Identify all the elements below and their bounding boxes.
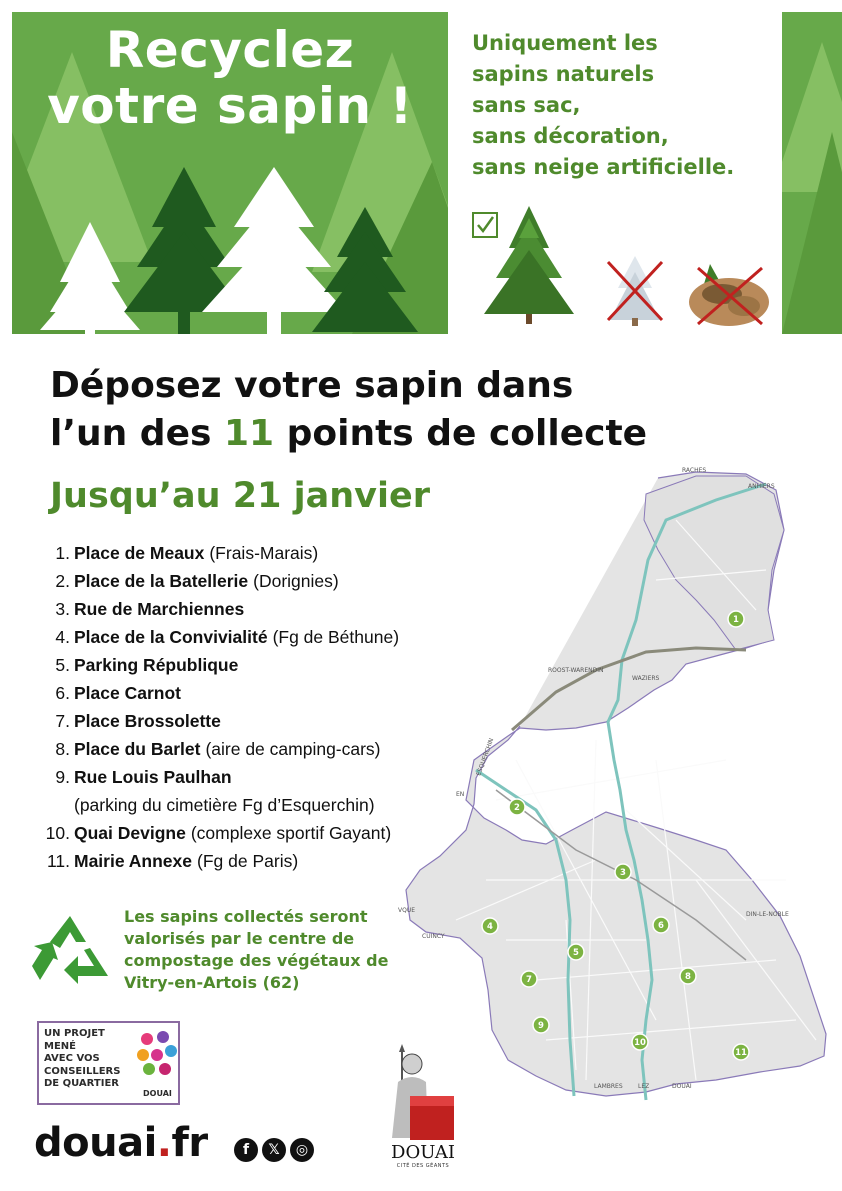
- rule-line: Uniquement les: [472, 31, 658, 55]
- item-number: 11.: [46, 851, 70, 871]
- item-detail: (Dorignies): [253, 571, 339, 591]
- svg-text:5: 5: [573, 948, 579, 958]
- item-name: Place Carnot: [74, 683, 181, 703]
- site-tld: fr: [171, 1120, 208, 1166]
- map-pin: [653, 917, 669, 933]
- list-item: [36, 539, 456, 567]
- item-name: Rue de Marchiennes: [74, 599, 245, 619]
- bagged-tree-icon: [686, 244, 772, 330]
- item-number: 2.: [55, 571, 70, 591]
- list-item-continuation: [36, 791, 456, 819]
- map-label: DOUAI: [672, 1083, 692, 1090]
- rule-line: sans neige artificielle.: [472, 155, 735, 179]
- svg-text:11: 11: [735, 1048, 747, 1058]
- rule-line: sans sac,: [472, 93, 581, 117]
- natural-tree-icon: [474, 198, 584, 328]
- map-pin: [533, 1017, 549, 1033]
- list-item: [36, 567, 456, 595]
- svg-text:8: 8: [685, 972, 691, 982]
- banner-title: Recyclez votre sapin !: [47, 21, 413, 135]
- project-logo-label: DOUAI: [143, 1089, 172, 1098]
- item-number: 3.: [55, 599, 70, 619]
- list-item: [36, 735, 456, 763]
- item-number: 9.: [55, 767, 70, 787]
- city-name: DOUAI: [391, 1142, 455, 1163]
- map-label: DIN-LE-NOBLE: [746, 911, 789, 918]
- list-item: [36, 679, 456, 707]
- map-pin: [568, 944, 584, 960]
- rules-list: [472, 28, 782, 183]
- points-count: 11: [223, 413, 275, 454]
- map-pin: [632, 1034, 648, 1050]
- item-detail: (Frais-Marais): [209, 543, 319, 563]
- item-number: 5.: [55, 655, 70, 675]
- project-text: UN PROJET MENÉ AVEC VOS CONSEILLERS DE QUARTIER: [44, 1028, 121, 1089]
- svg-text:6: 6: [658, 921, 664, 931]
- item-detail: (complexe sportif Gayant): [190, 823, 392, 843]
- artificial-snow-tree-icon: [604, 248, 666, 328]
- rules-panel: [450, 12, 780, 334]
- page-heading: [50, 362, 770, 458]
- item-name: Place de la Convivialité: [74, 627, 268, 647]
- rule-line: sans décoration,: [472, 124, 669, 148]
- instagram-icon[interactable]: ◎: [290, 1138, 314, 1162]
- heading-text: points de collecte: [274, 413, 648, 454]
- project-badge: [37, 1021, 180, 1105]
- map-label: ANHIERS: [748, 483, 775, 490]
- item-number: 8.: [55, 739, 70, 759]
- svg-text:9: 9: [538, 1021, 544, 1031]
- svg-text:4: 4: [487, 922, 493, 932]
- item-number: 6.: [55, 683, 70, 703]
- item-name: Quai Devigne: [74, 823, 186, 843]
- heading-line: Déposez votre sapin dans: [50, 365, 574, 406]
- map-pin: [728, 611, 744, 627]
- map-pin: [521, 971, 537, 987]
- map-label: LAMBRES: [594, 1083, 623, 1090]
- city-tagline: CITÉ DES GÉANTS: [396, 1163, 450, 1169]
- map-pin: [680, 968, 696, 984]
- item-name: Mairie Annexe: [74, 851, 193, 871]
- map-pin: [615, 864, 631, 880]
- map-label: ESQUERCHIN: [475, 737, 496, 777]
- item-name: Place Brossolette: [74, 711, 221, 731]
- collection-points-list: [36, 539, 456, 875]
- list-item: [36, 651, 456, 679]
- list-item: [36, 707, 456, 735]
- map-pin: [733, 1044, 749, 1060]
- item-name: Parking République: [74, 655, 239, 675]
- svg-text:1: 1: [733, 615, 739, 625]
- map-label: ROOST-WARENDIN: [548, 667, 604, 674]
- facebook-icon[interactable]: f: [234, 1138, 258, 1162]
- map-label: EN: [456, 791, 465, 798]
- banner-illustration: [12, 12, 448, 334]
- svg-text:10: 10: [634, 1038, 646, 1048]
- city-map: [396, 460, 836, 1110]
- item-name: Rue Louis Paulhan: [74, 767, 232, 787]
- website-link[interactable]: [34, 1120, 208, 1166]
- site-name: douai: [34, 1120, 157, 1166]
- banner-edge-illustration: [782, 12, 842, 334]
- list-item: [36, 847, 456, 875]
- svg-text:7: 7: [526, 975, 532, 985]
- map-label: LEZ: [638, 1083, 650, 1090]
- list-item: [36, 595, 456, 623]
- item-detail: (Fg de Béthune): [272, 627, 400, 647]
- item-detail: (aire de camping-cars): [205, 739, 381, 759]
- x-icon[interactable]: 𝕏: [262, 1138, 286, 1162]
- deadline-text: Jusqu’au 21 janvier: [50, 476, 430, 516]
- neighborhood-council-logo: [135, 1029, 177, 1087]
- map-label: WAZIERS: [632, 675, 660, 682]
- item-number: 7.: [55, 711, 70, 731]
- map-label: VQUE: [398, 907, 416, 914]
- social-links: [234, 1138, 314, 1162]
- map-label: CUINCY: [422, 933, 445, 940]
- svg-text:3: 3: [620, 868, 626, 878]
- site-dot: .: [156, 1120, 172, 1166]
- list-item: [36, 623, 456, 651]
- item-name: Place du Barlet: [74, 739, 201, 759]
- list-item: [36, 819, 456, 847]
- map-pin: [509, 799, 525, 815]
- svg-text:2: 2: [514, 803, 520, 813]
- item-number: 4.: [55, 627, 70, 647]
- item-name: Place de la Batellerie: [74, 571, 249, 591]
- rule-line: sapins naturels: [472, 62, 655, 86]
- item-detail: (parking du cimetière Fg d’Esquerchin): [74, 795, 375, 815]
- item-detail: (Fg de Paris): [197, 851, 299, 871]
- item-number: 10.: [45, 823, 70, 843]
- forest-illustration: [782, 12, 842, 334]
- item-number: 1.: [55, 543, 70, 563]
- heading-line: [50, 410, 770, 458]
- heading-text: l’un des: [50, 413, 224, 454]
- recycle-icon: [30, 914, 110, 990]
- map-pin: [482, 918, 498, 934]
- list-item: [36, 763, 456, 791]
- item-name: Place de Meaux: [74, 543, 205, 563]
- map-label: RACHES: [682, 467, 707, 474]
- recycle-note: Les sapins collectés seront valorisés par le centre de compostage des végétaux de Vitry-en-Artois (62): [124, 907, 389, 992]
